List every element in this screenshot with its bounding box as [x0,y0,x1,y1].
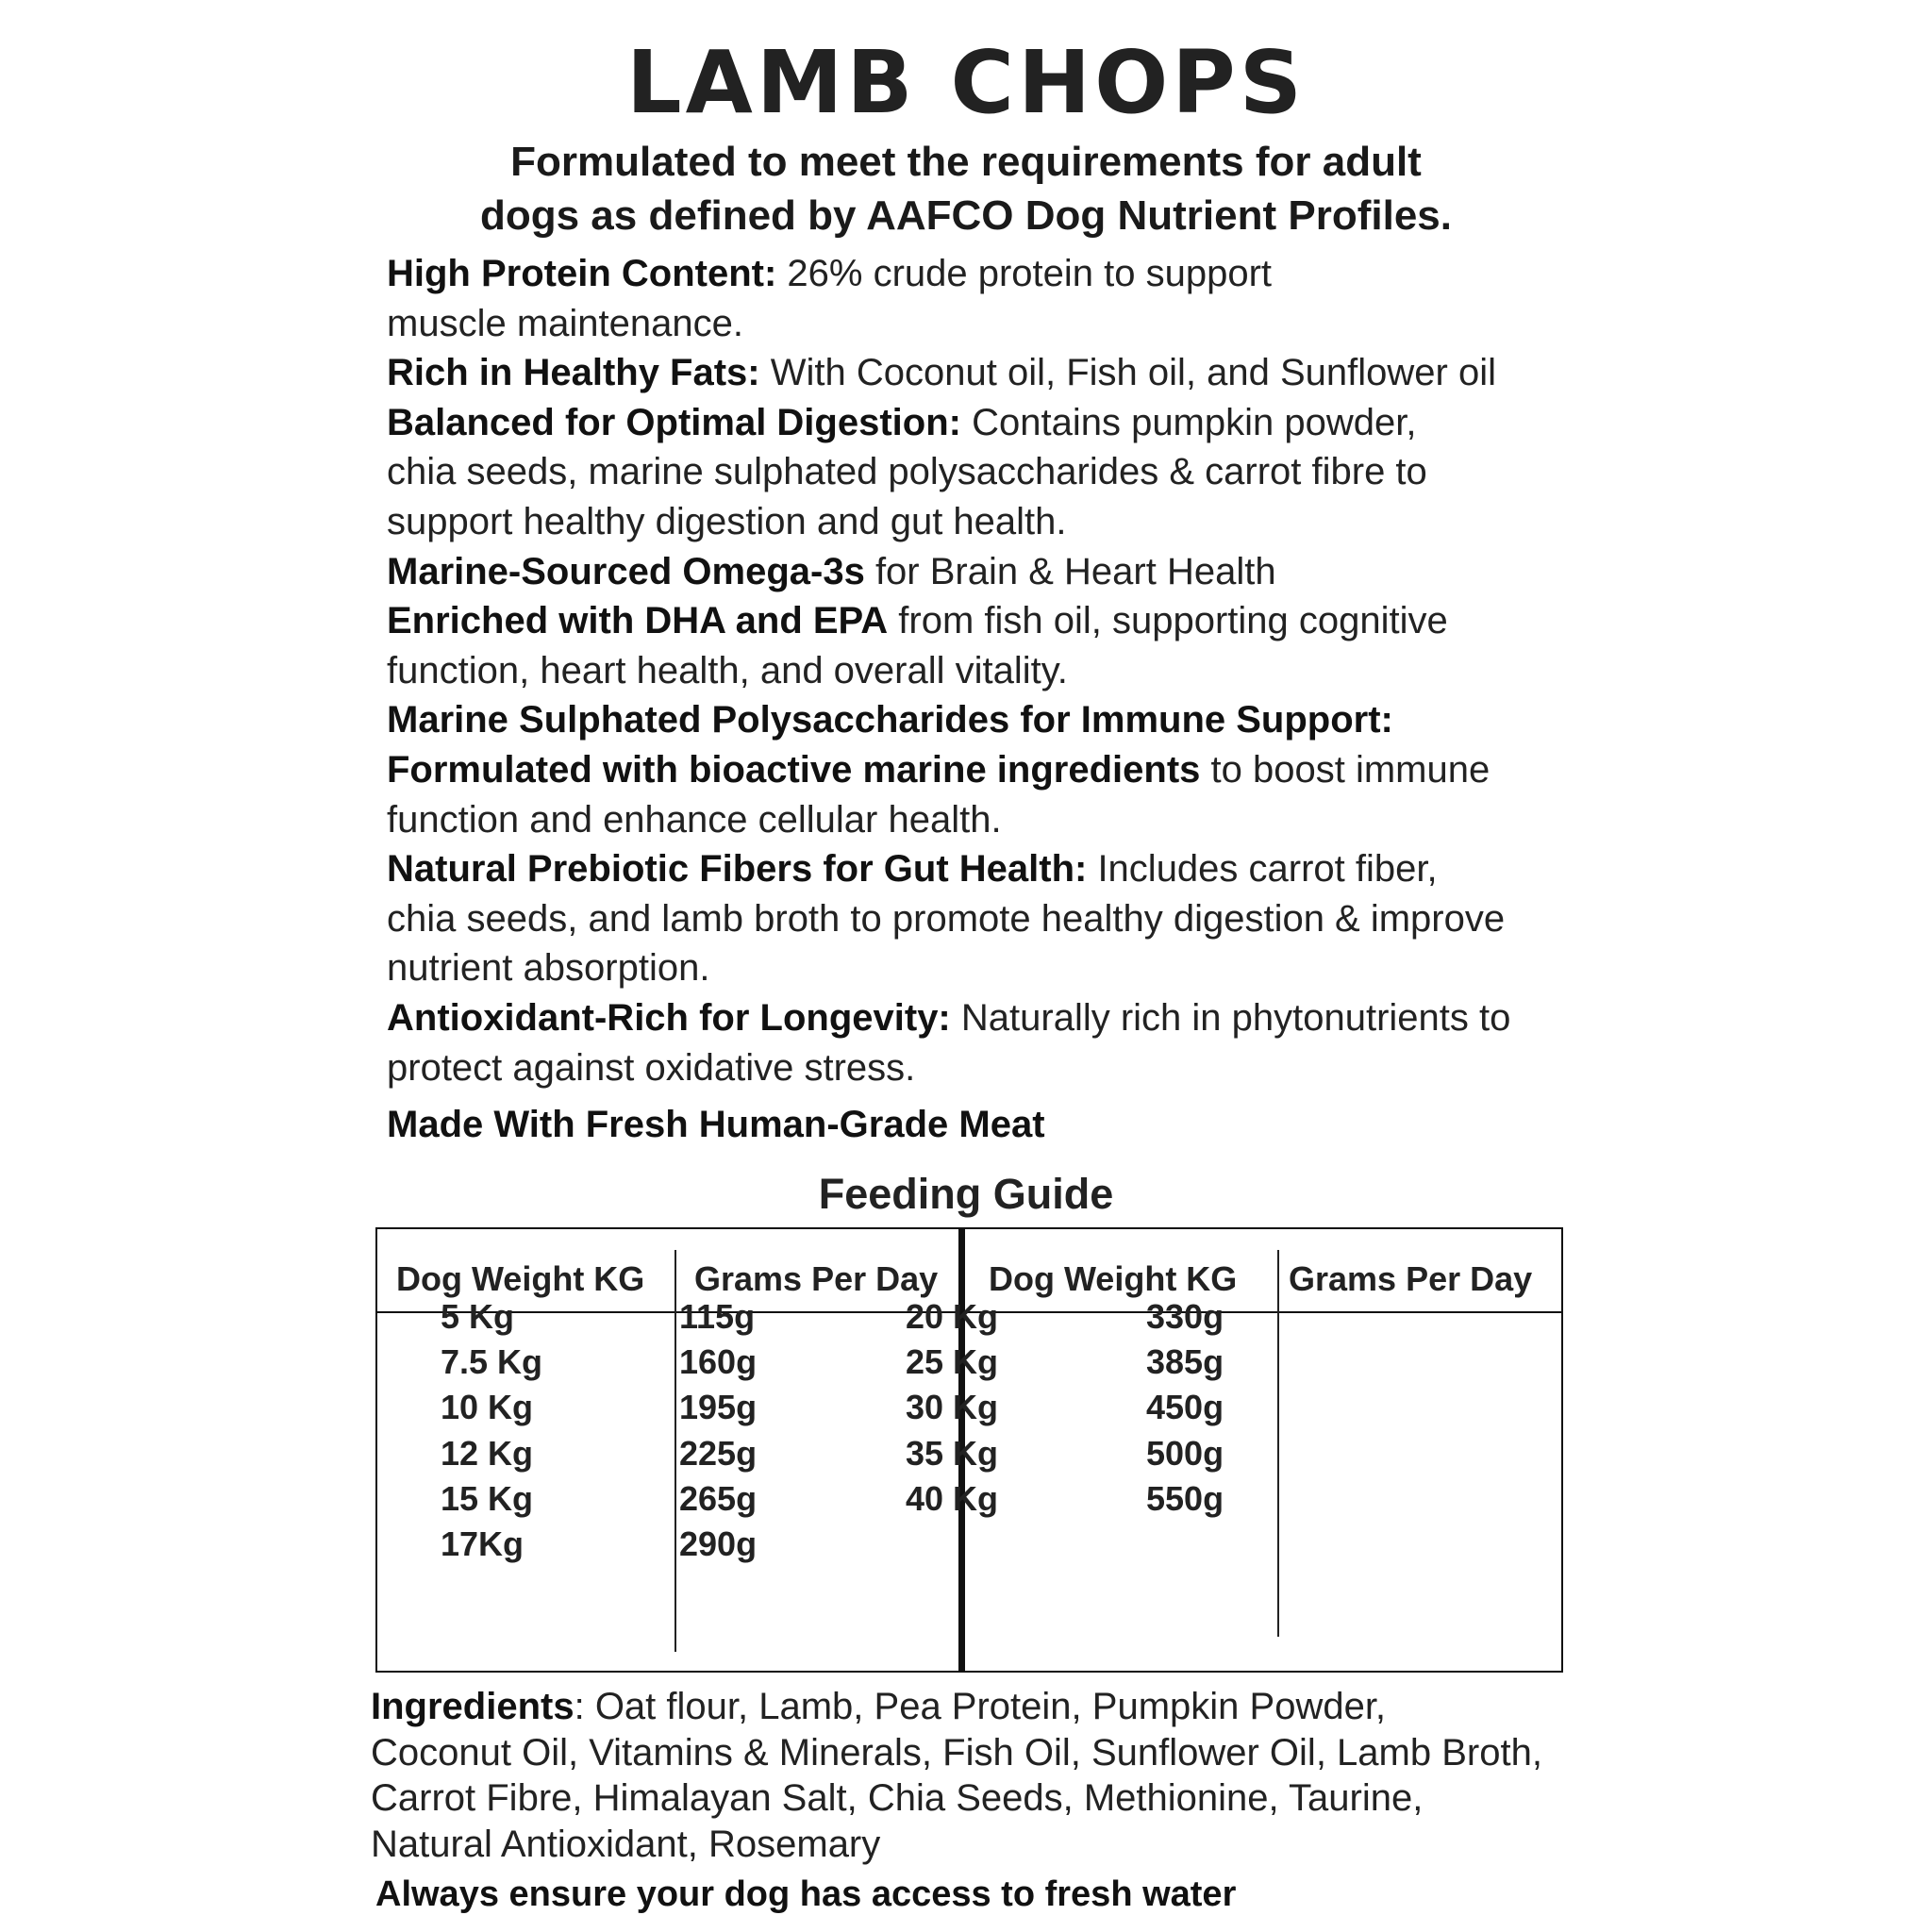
table-cell-dog-weight: 20 Kg [906,1297,999,1336]
feature-heading: Natural Prebiotic Fibers for Gut Health: [387,848,1088,891]
aafco-statement-line-2: dogs as defined by AAFCO Dog Nutrient Profiles. [479,192,1452,239]
feature-text: Includes carrot fiber, [1087,848,1438,891]
table-cell-dog-weight: 5 Kg [441,1297,515,1336]
table-cell-grams-per-day: 265g [679,1478,758,1518]
table-cell-dog-weight: 25 Kg [906,1342,999,1382]
feature-item [387,348,1585,398]
water-reminder: Always ensure your dog has access to fresh water [375,1874,1237,1914]
table-cell-dog-weight: 17Kg [441,1524,525,1563]
table-header-grams-per-day: Grams Per Day [1289,1259,1533,1298]
table-header-grams-per-day: Grams Per Day [694,1259,939,1298]
feature-item [387,695,1585,745]
feature-text: for Brain & Heart Health [864,550,1276,592]
feature-text-line: chia seeds, marine sulphated polysaccharides & carrot fibre to [387,451,1427,493]
feature-item [387,993,1585,1092]
ingredients-line: Carrot Fibre, Himalayan Salt, Chia Seeds, Methionine, Taurine, [371,1777,1424,1819]
ingredients-block [371,1684,1588,1867]
table-cell-dog-weight: 7.5 Kg [441,1342,543,1382]
ingredients-line: Coconut Oil, Vitamins & Minerals, Fish Oil, Sunflower Oil, Lamb Broth, [371,1731,1542,1774]
ingredients-line: Natural Antioxidant, Rosemary [371,1823,881,1865]
table-cell-grams-per-day: 385g [1146,1342,1224,1382]
feature-text-line: support healthy digestion and gut health. [387,500,1067,542]
table-cell-grams-per-day: 160g [679,1342,758,1382]
feature-heading: High Protein Content: [387,253,777,294]
feature-text: With Coconut oil, Fish oil, and Sunflower oil [759,352,1496,394]
table-cell-dog-weight: 12 Kg [441,1433,534,1473]
table-header-dog-weight: Dog Weight KG [989,1259,1238,1298]
table-column-divider [1277,1250,1279,1637]
ingredients-text: : Oat flour, Lamb, Pea Protein, Pumpkin Powder, [574,1686,1387,1727]
feature-item [387,547,1585,597]
table-cell-grams-per-day: 290g [679,1524,758,1563]
feeding-guide-title: Feeding Guide [818,1170,1114,1218]
table-cell-grams-per-day: 115g [679,1297,756,1336]
feature-item [387,844,1585,993]
table-cell-grams-per-day: 330g [1146,1297,1224,1336]
feature-heading: Balanced for Optimal Digestion: [387,401,961,443]
ingredients-label: Ingredients [371,1686,575,1727]
aafco-statement [0,135,1932,242]
feature-text: to boost immune [1200,748,1491,791]
feature-item [387,249,1585,348]
table-cell-dog-weight: 30 Kg [906,1388,999,1427]
feature-item [387,745,1585,844]
feature-text: Naturally rich in phytonutrients to [950,996,1511,1039]
made-with-statement: Made With Fresh Human-Grade Meat [387,1104,1045,1145]
feature-item [387,398,1585,547]
ingredients-line [371,1684,1588,1730]
table-cell-grams-per-day: 500g [1146,1433,1224,1473]
table-cell-grams-per-day: 550g [1146,1478,1224,1518]
feature-heading: Antioxidant-Rich for Longevity: [387,996,951,1039]
feeding-guide-table [375,1227,1563,1673]
feature-heading: Rich in Healthy Fats: [387,352,760,394]
feature-text: Contains pumpkin powder, [960,401,1417,443]
feature-item [387,596,1585,695]
feature-heading: Enriched with DHA and EPA [387,600,889,642]
feature-text-line: function and enhance cellular health. [387,798,1002,841]
feature-text-line: muscle maintenance. [387,302,743,344]
feature-text-line: protect against oxidative stress. [387,1046,916,1089]
product-title: LAMB CHOPS [626,32,1306,133]
table-cell-dog-weight: 15 Kg [441,1478,534,1518]
table-column-divider [675,1250,676,1652]
table-cell-grams-per-day: 450g [1146,1388,1224,1427]
table-cell-dog-weight: 35 Kg [906,1433,999,1473]
feature-text: from fish oil, supporting cognitive [888,600,1448,642]
feature-heading: Marine Sulphated Polysaccharides for Immune Support: [387,699,1393,741]
feature-text-line: nutrient absorption. [387,947,710,990]
feature-heading: Formulated with bioactive marine ingredients [387,748,1201,791]
feature-list [387,249,1585,1092]
table-cell-grams-per-day: 195g [679,1388,758,1427]
table-cell-dog-weight: 10 Kg [441,1388,534,1427]
table-header-dog-weight: Dog Weight KG [396,1259,645,1298]
aafco-statement-line-1: Formulated to meet the requirements for adult [510,139,1422,185]
feature-text-line: function, heart health, and overall vitality. [387,649,1068,691]
feature-text-line: chia seeds, and lamb broth to promote healthy digestion & improve [387,897,1506,940]
feature-heading: Marine-Sourced Omega-3s [387,550,865,592]
table-cell-dog-weight: 40 Kg [906,1478,999,1518]
feature-text: 26% crude protein to support [776,253,1273,294]
table-cell-grams-per-day: 225g [679,1433,758,1473]
